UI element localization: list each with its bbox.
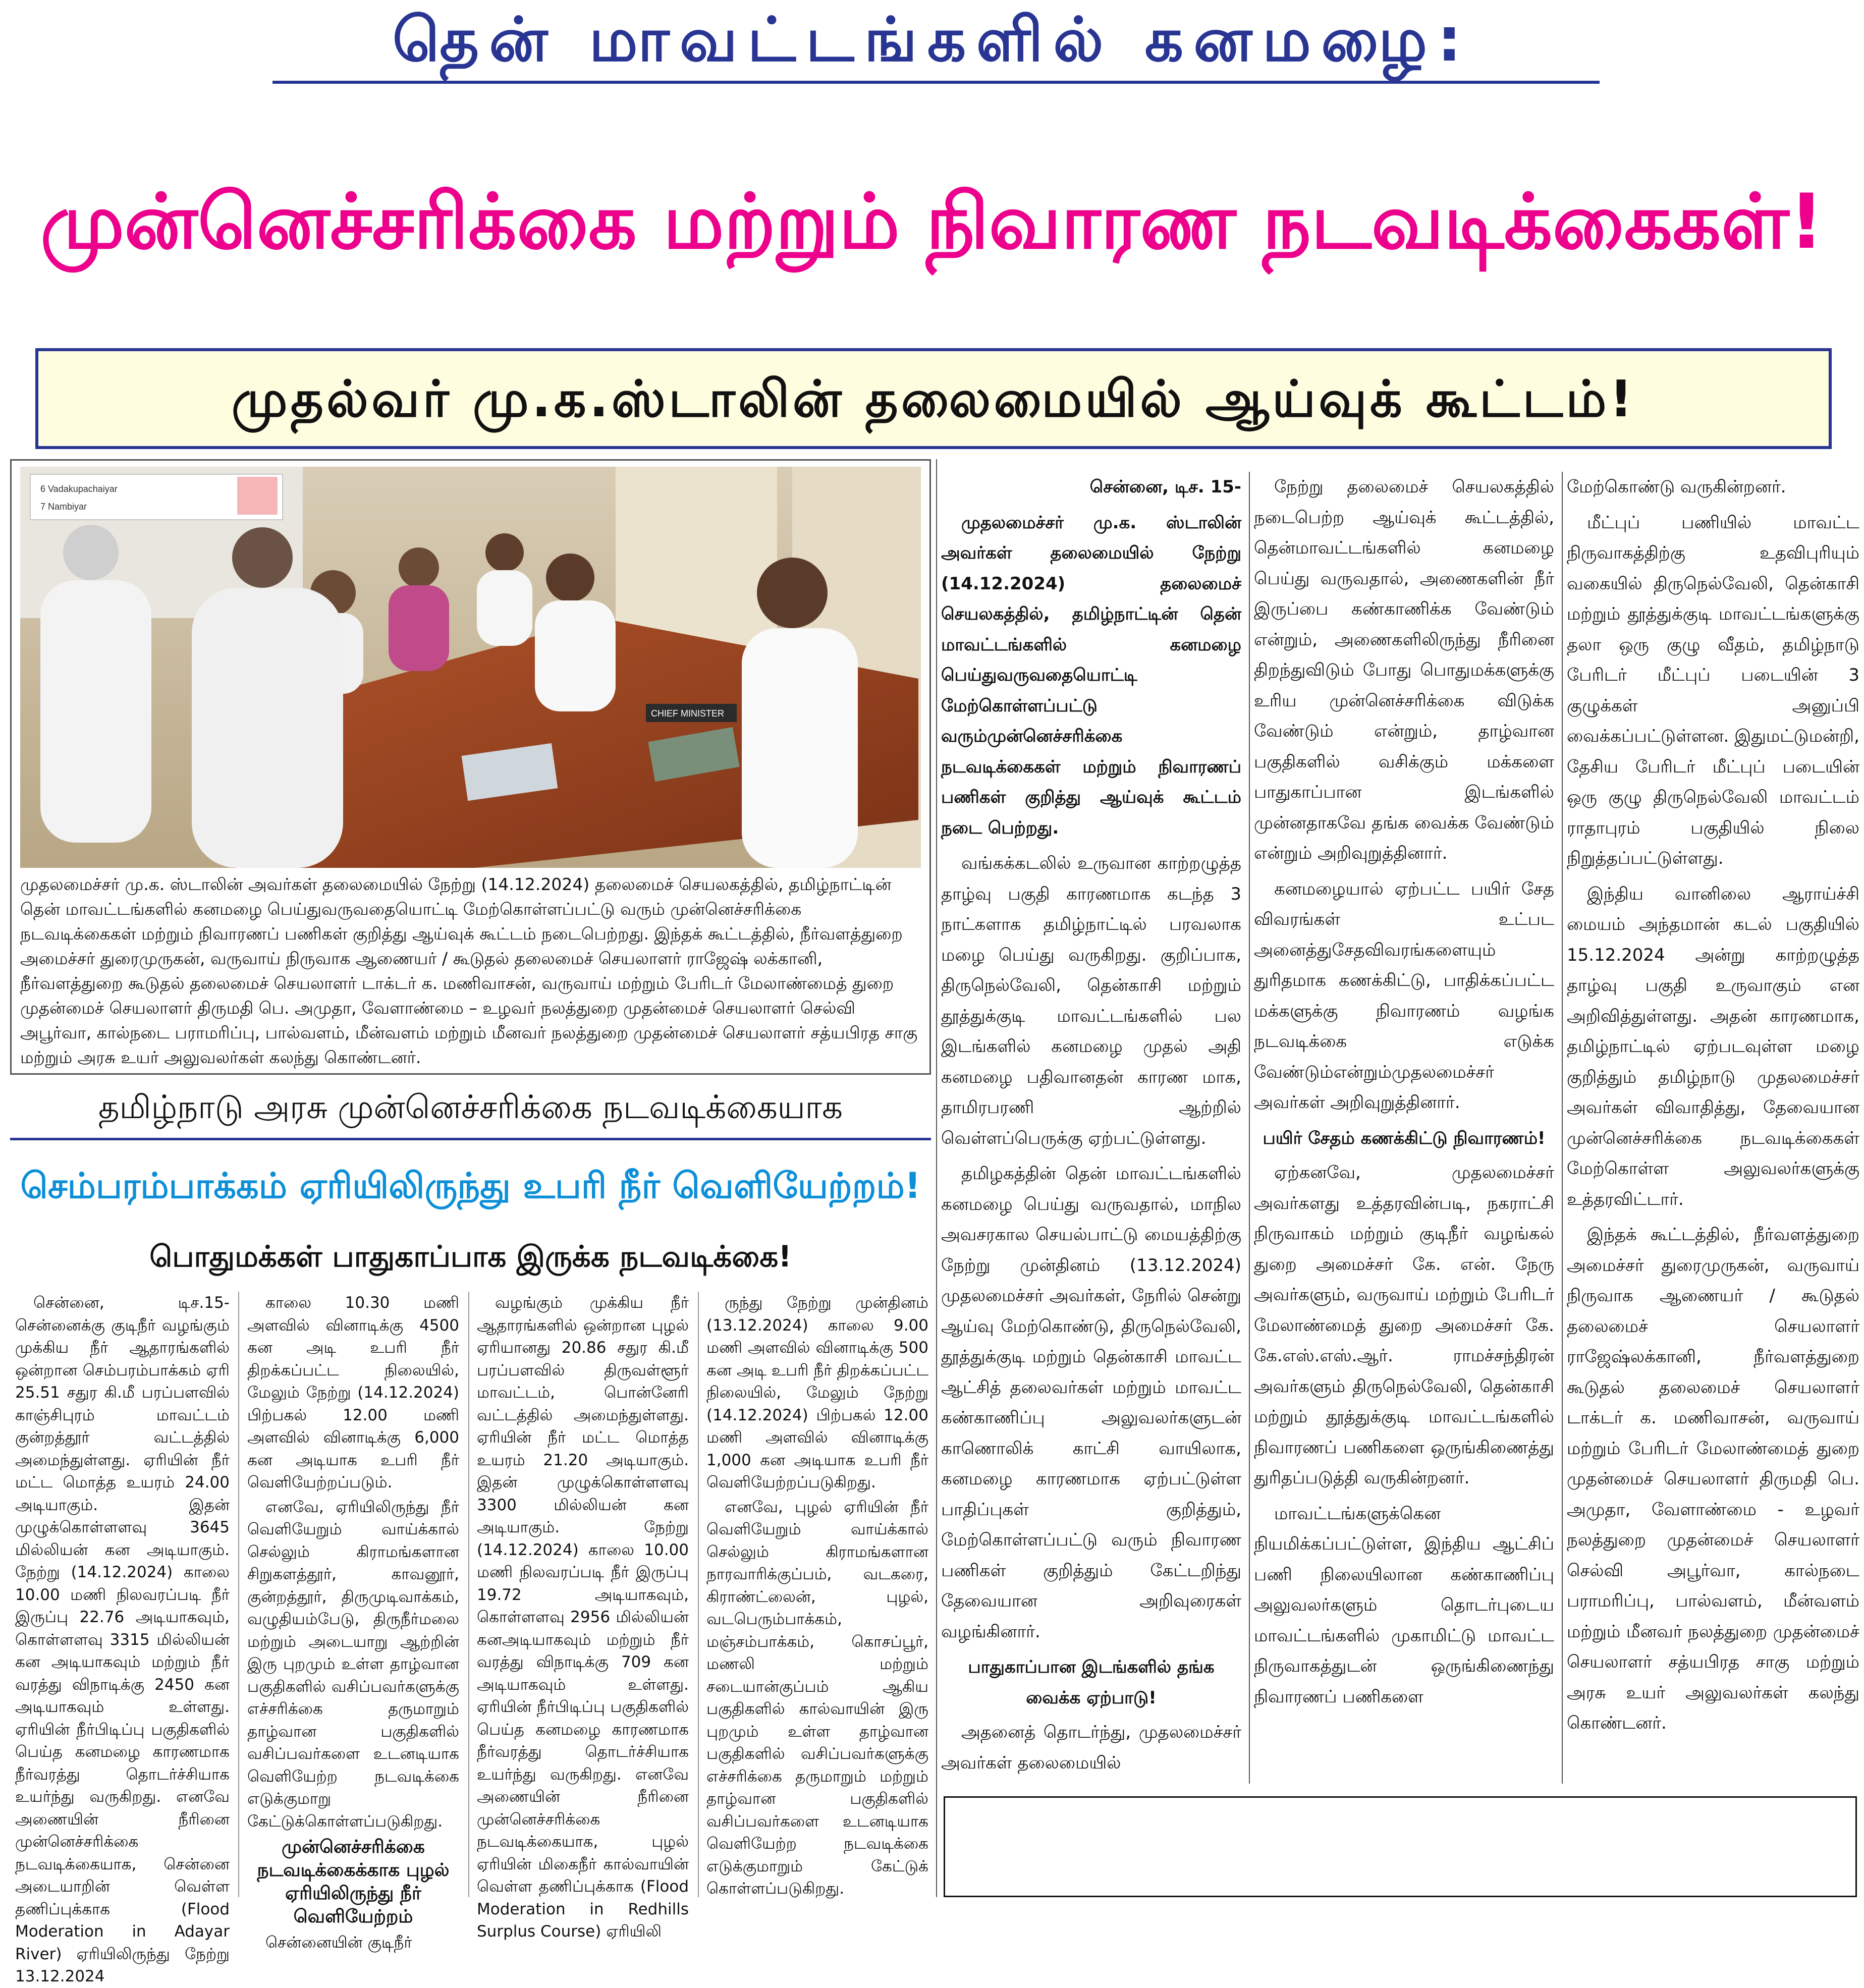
paragraph: எனவே, ஏரியிலிருந்து நீர் வெளியேறும் வாய்க்கால் செல்லும் கிராமங்களான சிறுகளத்தூர், காவனூர், குன்றத்தூர், திருமுடிவாக்கம், வழுதியம்பேடு, திருநீர்மலை மற்றும் அடையாறு ஆற்றின் இரு புறமும் உள்ள தாழ்வான பகுதிகளில் வசிப்பவர்களுக்கு எச்சரிக்கை தருமாறும் தாழ்வான பகுதிகளில் வசிப்பவர்களை உடனடியாக வெளியேற்ற நடவடிக்கை எடுக்குமாறு கேட்டுக்கொள்ளப்படுகிறது. [247,1498,459,1831]
boxed-subheadline: முதல்வர் மு.க.ஸ்டாலின் தலைமையில் ஆய்வுக் கூட்டம்! [35,348,1832,449]
paragraph: அதனைத் தொடர்ந்து, முதலமைச்சர் அவர்கள் தலைமையில் [941,1722,1241,1773]
left-story-column-1 [15,1292,230,1985]
paragraph: சென்னை, டிச.15- சென்னைக்கு குடிநீர் வழங்கும் முக்கிய நீர் ஆதாரங்களில் ஒன்றான செம்பரம்பாக்கம் ஏரி 25.51 சதுர கி.மீ பரப்பளவில் காஞ்சிபுரம் மாவட்டம் குன்றத்தூர் வட்டத்தில் அமைந்துள்ளது. ஏரியின் நீர் மட்ட மொத்த உயரம் 24.00 அடியாகும். இதன் முழுக்கொள்ளளவு 3645 மில்லியன் கன அடியாகும். நேற்று (14.12.2024) காலை 10.00 மணி நிலவரப்படி நீர் இருப்பு 22.76 அடியாகவும், கொள்ளளவு 3315 மில்லியன் கன அடியாகவும் மற்றும் நீர் வரத்து விநாடிக்கு 2450 கன அடியாகவும் உள்ளது. ஏரியின் நீர்பிடிப்பு பகுதிகளில் பெய்த கனமழை காரணமாக நீர்வரத்து தொடர்ச்சியாக உயர்ந்து வருகிறது. எனவே அணையின் நீரினை முன்னெச்சரிக்கை நடவடிக்கையாக, சென்னை அடையாறின் வெள்ள தணிப்புக்காக (Flood Moderation in Adayar River) ஏரியிலிருந்து நேற்று 13.12.2024 [15,1294,230,1985]
headline-underline [272,81,1600,84]
paragraph: தமிழகத்தின் தென் மாவட்டங்களில் கனமழை பெய்து வருவதால், மாநில அவசரகால செயல்பாட்டு மையத்திற்கு நேற்று முன்தினம் (13.12.2024) முதலமைச்சர் அவர்கள், நேரில் சென்று ஆய்வு மேற்கொண்டு, திருநெல்வேலி, தூத்துக்குடி மற்றும் தென்காசி மாவட்ட ஆட்சித் தலைவர்கள் மற்றும் மாவட்ட கண்காணிப்பு அலுவலர்களுடன் காணொலிக் காட்சி வாயிலாக, கனமழை காரணமாக ஏற்பட்டுள்ள பாதிப்புகள் குறித்தும், மேற்கொள்ளப்பட்டு வரும் நிவாரண பணிகள் குறித்தும் கேட்டறிந்து தேவையான அறிவுரைகள் வழங்கினார். [941,1164,1241,1642]
dateline: சென்னை, டிச. 15- [1089,477,1241,497]
screen-row-1: 6 Vadakupachaiyar [40,484,118,494]
subheading: பாதுகாப்பான இடங்களில் தங்க வைக்க ஏற்பாடு! [968,1657,1215,1708]
left-story-column-4 [706,1292,928,1897]
column-divider [468,1292,469,1897]
lead-paragraph: முதலமைச்சர் மு.க. ஸ்டாலின் அவர்கள் தலைமையில் நேற்று (14.12.2024) தலைமைச் செயலகத்தில், தமிழ்நாட்டின் தென் மாவட்டங்களில் கனமழை பெய்துவருவதையொட்டி மேற்கொள்ளப்பட்டு வரும்முன்னெச்சரிக்கை நடவடிக்கைகள் மற்றும் நிவாரணப் பணிகள் குறித்து ஆய்வுக் கூட்டம் நடை பெற்றது. [941,512,1241,838]
paragraph: மாவட்டங்களுக்கென நியமிக்கப்பட்டுள்ள, இந்திய ஆட்சிப் பணி நிலையிலான கண்காணிப்பு அலுவலர்களும் தொடர்புடைய மாவட்டங்களில் முகாமிட்டு மாவட்ட நிருவாகத்துடன் ஒருங்கிணைந்து நிவாரணப் பணிகளை [1254,1503,1554,1707]
subheading: முன்னெச்சரிக்கை நடவடிக்கைக்காக புழல் ஏரியிலிருந்து நீர் வெளியேற்றம் [257,1837,450,1927]
paragraph: காலை 10.30 மணி அளவில் வினாடிக்கு 4500 கன அடி உபரி நீர் திறக்கப்பட்ட நிலையில், மேலும் நேற்று (14.12.2024) பிற்பகல் 12.00 மணி அளவில் வினாடிக்கு 6,000 கன அடியாக உபரி நீர் வெளியேற்றப்படும். [247,1294,459,1492]
nameplate-text: CHIEF MINISTER [651,708,725,719]
left-story-column-3 [477,1292,689,1941]
main-story-column-1 [941,472,1241,1784]
paragraph: வங்கக்கடலில் உருவான காற்றழுத்த தாழ்வு பகுதி காரணமாக கடந்த 3 நாட்களாக தமிழ்நாட்டில் பரவலாக மழை பெய்து வருகிறது. குறிப்பாக, திருநெல்வேலி, தென்காசி மற்றும் தூத்துக்குடி மாவட்டங்களில் பல இடங்களில் கனமழை முதல் அதி கனமழை பதிவானதன் காரண மாக, தாமிரபரணி ஆற்றில் வெள்ளப்பெருக்கு ஏற்பட்டுள்ளது. [941,853,1241,1148]
meeting-photo-illustration [20,467,921,868]
left-story-column-2 [247,1292,459,1952]
paragraph: வழங்கும் முக்கிய நீர் ஆதாரங்களில் ஒன்றான புழல் ஏரியானது 20.86 சதுர கி.மீ பரப்பளவில் திருவள்ளூர் மாவட்டம், பொன்னேரி வட்டத்தில் அமைந்துள்ளது. ஏரியின் நீர் மட்ட மொத்த உயரம் 21.20 அடியாகும். இதன் முழுக்கொள்ளளவு 3300 மில்லியன் கன அடியாகும். நேற்று (14.12.2024) காலை 10.00 மணி நிலவரப்படி நீர் இருப்பு 19.72 அடியாகவும், கொள்ளளவு 2956 மில்லியன் கனஅடியாகவும் மற்றும் நீர் வரத்து விநாடிக்கு 709 கன அடியாகவும் உள்ளது. ஏரியின் நீர்பிடிப்பு பகுதிகளில் பெய்த கனமழை காரணமாக நீர்வரத்து தொடர்ச்சியாக உயர்ந்து வருகிறது. எனவே அணையின் நீரினை முன்னெச்சரிக்கை நடவடிக்கையாக, புழல் ஏரியின் மிகைநீர் கால்வாயின் வெள்ள தணிப்புக்காக (Flood Moderation in Redhills Surplus Course) ஏரியிலி [477,1294,689,1941]
left-story-headline: செம்பரம்பாக்கம் ஏரியிலிருந்து உபரி நீர் வெளியேற்றம்! [20,1165,921,1206]
paragraph: ருந்து நேற்று முன்தினம் (13.12.2024) காலை 9.00 மணி அளவில் வினாடிக்கு 500 கன அடி உபரி நீர் திறக்கப்பட்ட நிலையில், மேலும் நேற்று (14.12.2024) பிற்பகல் 12.00 மணி அளவில் வினாடிக்கு 1,000 கன அடியாக உபரி நீர் வெளியேற்றப்படுகிறது. [706,1294,928,1492]
paragraph: ஏற்கனவே, முதலமைச்சர் அவர்களது உத்தரவின்படி, நகராட்சி நிருவாகம் மற்றும் குடிநீர் வழங்கல் துறை அமைச்சர் கே. என். நேரு அவர்களும், வருவாய் மற்றும் பேரிடர் மேலாண்மைத் துறை அமைச்சர் கே. கே.எஸ்.எஸ்.ஆர். ராமச்சந்திரன் அவர்களும் திருநெல்வேலி, தென்காசி மற்றும் தூத்துக்குடி மாவட்டங்களில் நிவாரணப் பணிகளை ஒருங்கிணைத்து துரிதப்படுத்தி வருகின்றனர். [1254,1163,1554,1488]
paragraph: நேற்று தலைமைச் செயலகத்தில் நடைபெற்ற ஆய்வுக் கூட்டத்தில், தென்மாவட்டங்களில் கனமழை பெய்து வருவதால், அணைகளின் நீர் இருப்பை கண்காணிக்க வேண்டும் என்றும், அணைகளிலிருந்து நீரினை திறந்துவிடும் போது பொதுமக்களுக்கு உரிய முன்னெச்சரிக்கை விடுக்க வேண்டும் என்றும், தாழ்வான பகுதிகளில் வசிக்கும் மக்களை பாதுகாப்பான இடங்களில் முன்னதாகவே தங்க வைக்க வேண்டும் என்றும் அறிவுறுத்தினார். [1254,477,1554,863]
paragraph: மேற்கொண்டு வருகின்றனர். [1567,477,1786,497]
photo-caption: முதலமைச்சர் மு.க. ஸ்டாலின் அவர்கள் தலைமையில் நேற்று (14.12.2024) தலைமைச் செயலகத்தில், தமிழ்நாட்டின் தென் மாவட்டங்களில் கனமழை பெய்துவருவதையொட்டி மேற்கொள்ளப்பட்டு வரும் முன்னெச்சரிக்கை நடவடிக்கைகள் மற்றும் நிவாரணப் பணிகள் குறித்து ஆய்வுக் கூட்டம் நடைபெற்றது. இந்தக் கூட்டத்தில், நீர்வளத்துறை அமைச்சர் துரைமுருகன், வருவாய் நிருவாக ஆணையர் / கூடுதல் தலைமைச் செயலாளர் ராஜேஷ் லக்கானி, நீர்வளத்துறை கூடுதல் தலைமைச் செயலாளர் டாக்டர் க. மணிவாசன், வருவாய் மற்றும் பேரிடர் மேலாண்மைத் துறை முதன்மைச் செயலாளர் திருமதி பெ. அமுதா, வேளாண்மை – உழவர் நலத்துறை முதன்மைச் செயலாளர் செல்வி அபூர்வா, கால்நடை பராமரிப்பு, பால்வளம், மீன்வளம் மற்றும் மீனவர் நலத்துறை முதன்மைச் செயலாளர் சத்யபிரத சாகு மற்றும் அரசு உயர் அலுவலர்கள் கலந்து கொண்டனர். [20,874,918,1067]
column-divider [238,1292,239,1897]
main-story-column-2 [1254,472,1554,1784]
top-headline: தென் மாவட்டங்களில் கனமழை: [392,5,1472,75]
paragraph: இந்திய வானிலை ஆராய்ச்சி மையம் அந்தமான் கடல் பகுதியில் 15.12.2024 அன்று காற்றழுத்த தாழ்வு பகுதி உருவாகும் என அறிவித்துள்ளது. அதன் காரணமாக, தமிழ்நாட்டில் ஏற்படவுள்ள மழை குறித்தும் தமிழ்நாடு முதலமைச்சர் அவர்கள் விவாதித்து, தேவையான முன்னெச்சரிக்கை நடவடிக்கைகள் மேற்கொள்ள அலுவலர்களுக்கு உத்தரவிட்டார். [1567,883,1859,1209]
paragraph: மீட்புப் பணியில் மாவட்ட நிருவாகத்திற்கு உதவிபுரியும் வகையில் திருநெல்வேலி, தென்காசி மற்றும் தூத்துக்குடி மாவட்டங்களுக்கு தலா ஒரு குழு வீதம், தமிழ்நாடு பேரிடர் மீட்புப் படையின் 3 குழுக்கள் அனுப்பி வைக்கப்பட்டுள்ளன. இதுமட்டுமன்றி, தேசிய பேரிடர் மீட்புப் படையின் ஒரு குழு திருநெல்வேலி மாவட்டம் ராதாபுரம் பகுதியில் நிலை நிறுத்தப்பட்டுள்ளது. [1567,512,1859,868]
left-story-subhead: பொதுமக்கள் பாதுகாப்பாக இருக்க நடவடிக்கை! [149,1239,792,1274]
main-headline: முன்னெச்சரிக்கை மற்றும் நிவாரண நடவடிக்கைகள்! [40,178,1824,266]
paragraph: எனவே, புழல் ஏரியின் நீர் வெளியேறும் வாய்க்கால் செல்லும் கிராமங்களான நாரவாரிக்குப்பம், வடகரை, கிராண்ட்லைன், புழல், வடபெரும்பாக்கம், மஞ்சம்பாக்கம், கொசப்பூர், மணலி மற்றும் சடையான்குப்பம் ஆகிய பகுதிகளில் கால்வாயின் இரு புறமும் உள்ள தாழ்வான பகுதிகளில் வசிப்பவர்களுக்கு எச்சரிக்கை தருமாறும் மற்றும் தாழ்வான பகுதிகளில் வசிப்பவர்களை உடனடியாக வெளியேற்ற நடவடிக்கை எடுக்குமாறும் கேட்டுக் கொள்ளப்படுகிறது. [706,1498,928,1898]
screen-row-2: 7 Nambiyar [40,502,87,512]
subheading: பயிர் சேதம் கணக்கிட்டு நிவாரணம்! [1263,1128,1546,1148]
empty-box [944,1796,1857,1897]
left-story-kicker: தமிழ்நாடு அரசு முன்னெச்சரிக்கை நடவடிக்கையாக [98,1089,843,1126]
paragraph: சென்னையின் குடிநீர் [265,1934,412,1952]
meeting-photo [20,467,921,868]
column-divider [1562,472,1563,1784]
left-story-rule [10,1138,931,1140]
section-divider [936,459,937,1897]
main-story-column-3 [1567,472,1859,1784]
paragraph: கனமழையால் ஏற்பட்ட பயிர் சேத விவரங்கள் உட்பட அனைத்துசேதவிவரங்களையும் துரிதமாக கணக்கிட்டு, பாதிக்கப்பட்ட மக்களுக்கு நிவாரணம் வழங்க நடவடிக்கை எடுக்க வேண்டும்என்றும்முதலமைச்சர் அவர்கள் அறிவுறுத்தினார். [1254,878,1554,1113]
paragraph: இந்தக் கூட்டத்தில், நீர்வளத்துறை அமைச்சர் துரைமுருகன், வருவாய் நிருவாக ஆணையர் / கூடுதல் தலைமைச் செயலாளர் ராஜேஷ்லக்கானி, நீர்வளத்துறை கூடுதல் தலைமைச் செயலாளர் டாக்டர் க. மணிவாசன், வருவாய் மற்றும் பேரிடர் மேலாண்மைத் துறை முதன்மைச் செயலாளர் திருமதி பெ. அமுதா, வேளாண்மை - உழவர் நலத்துறை முதன்மைச் செயலாளர் செல்வி அபூர்வா, கால்நடை பராமரிப்பு, பால்வளம், மீன்வளம் மற்றும் மீனவர் நலத்துறை முதன்மைச் செயலாளர் சத்யபிரத சாகு மற்றும் அரசு உயர் அலுவலர்கள் கலந்து கொண்டனர். [1567,1225,1859,1733]
column-divider [698,1292,699,1897]
column-divider [1249,472,1250,1784]
